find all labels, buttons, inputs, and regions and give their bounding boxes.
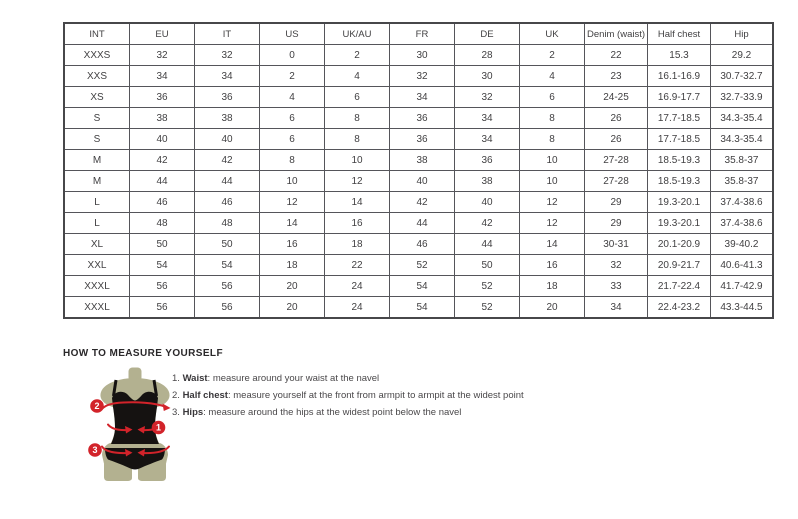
size-cell: 18.5-19.3	[648, 150, 711, 171]
size-cell: 35.8-37	[711, 150, 774, 171]
size-cell: 32	[455, 87, 520, 108]
size-cell: 50	[455, 255, 520, 276]
size-cell: 4	[520, 66, 585, 87]
marker-waist	[152, 421, 166, 435]
mannequin-illustration	[85, 367, 185, 485]
size-cell: 36	[130, 87, 195, 108]
size-cell: 30.7-32.7	[711, 66, 774, 87]
size-cell: 26	[585, 108, 648, 129]
size-cell: 46	[390, 234, 455, 255]
size-cell: 56	[195, 297, 260, 319]
step-label: Waist	[182, 373, 208, 384]
size-cell: XXXL	[64, 276, 130, 297]
step-number: 3.	[172, 407, 183, 418]
size-cell: 52	[455, 297, 520, 319]
size-cell: 32	[585, 255, 648, 276]
marker-half-chest-number: 2	[94, 401, 100, 412]
size-cell: 32.7-33.9	[711, 87, 774, 108]
size-cell: L	[64, 213, 130, 234]
size-row	[64, 66, 773, 87]
size-row	[64, 255, 773, 276]
size-cell: 16.9-17.7	[648, 87, 711, 108]
size-cell: 40	[455, 192, 520, 213]
size-cell: 56	[130, 297, 195, 319]
size-cell: 8	[325, 108, 390, 129]
size-row	[64, 213, 773, 234]
size-cell: 18	[520, 276, 585, 297]
size-cell: 40	[390, 171, 455, 192]
size-cell: 2	[260, 66, 325, 87]
column-header: Denim (waist)	[585, 23, 648, 45]
size-cell: 6	[325, 87, 390, 108]
size-cell: 46	[130, 192, 195, 213]
size-cell: 50	[130, 234, 195, 255]
column-header: INT	[64, 23, 130, 45]
size-cell: XL	[64, 234, 130, 255]
size-cell: 16	[520, 255, 585, 276]
size-row	[64, 150, 773, 171]
size-cell: 52	[455, 276, 520, 297]
size-cell: 54	[390, 297, 455, 319]
size-cell: 17.7-18.5	[648, 108, 711, 129]
size-cell: 42	[455, 213, 520, 234]
size-cell: 38	[195, 108, 260, 129]
column-header: US	[260, 23, 325, 45]
size-cell: 40	[195, 129, 260, 150]
size-cell: 19.3-20.1	[648, 192, 711, 213]
size-cell: 54	[390, 276, 455, 297]
column-header: Half chest	[648, 23, 711, 45]
size-row	[64, 87, 773, 108]
measure-steps	[172, 370, 524, 421]
size-cell: 2	[325, 45, 390, 66]
size-cell: 15.3	[648, 45, 711, 66]
size-cell: 22.4-23.2	[648, 297, 711, 319]
size-cell: 48	[130, 213, 195, 234]
size-cell: 12	[520, 213, 585, 234]
size-cell: 16	[260, 234, 325, 255]
size-row	[64, 297, 773, 319]
step-text: : measure around the hips at the widest point below the navel	[203, 407, 462, 418]
size-cell: 44	[195, 171, 260, 192]
size-cell: 34	[455, 129, 520, 150]
size-cell: 23	[585, 66, 648, 87]
size-cell: 24	[325, 276, 390, 297]
size-cell: 43.3-44.5	[711, 297, 774, 319]
size-cell: 40	[130, 129, 195, 150]
column-header: FR	[390, 23, 455, 45]
size-cell: 20.9-21.7	[648, 255, 711, 276]
size-cell: 52	[390, 255, 455, 276]
size-cell: 6	[520, 87, 585, 108]
size-cell: 33	[585, 276, 648, 297]
size-cell: 16.1-16.9	[648, 66, 711, 87]
size-cell: 54	[130, 255, 195, 276]
size-cell: 36	[390, 129, 455, 150]
size-cell: XXS	[64, 66, 130, 87]
size-cell: 8	[325, 129, 390, 150]
size-cell: M	[64, 150, 130, 171]
size-cell: 34	[455, 108, 520, 129]
measure-step	[172, 404, 524, 421]
size-cell: 32	[390, 66, 455, 87]
size-cell: 34.3-35.4	[711, 129, 774, 150]
size-cell: S	[64, 108, 130, 129]
size-cell: XXXS	[64, 45, 130, 66]
size-cell: 14	[325, 192, 390, 213]
size-cell: 10	[520, 150, 585, 171]
size-cell: 14	[260, 213, 325, 234]
size-cell: 0	[260, 45, 325, 66]
size-cell: 10	[520, 171, 585, 192]
size-cell: XXXL	[64, 297, 130, 319]
size-cell: 32	[130, 45, 195, 66]
size-cell: 34	[585, 297, 648, 319]
size-cell: 19.3-20.1	[648, 213, 711, 234]
size-cell: 35.8-37	[711, 171, 774, 192]
size-cell: 36	[390, 108, 455, 129]
size-cell: 32	[195, 45, 260, 66]
size-cell: 4	[260, 87, 325, 108]
size-cell: 38	[390, 150, 455, 171]
size-cell: 16	[325, 213, 390, 234]
size-cell: 40.6-41.3	[711, 255, 774, 276]
size-cell: 44	[455, 234, 520, 255]
size-cell: 8	[520, 108, 585, 129]
size-cell: 48	[195, 213, 260, 234]
measure-step	[172, 370, 524, 387]
size-cell: S	[64, 129, 130, 150]
size-cell: 56	[195, 276, 260, 297]
size-cell: 28	[455, 45, 520, 66]
size-row	[64, 108, 773, 129]
size-row	[64, 192, 773, 213]
size-cell: 41.7-42.9	[711, 276, 774, 297]
column-header: Hip	[711, 23, 774, 45]
size-cell: 38	[455, 171, 520, 192]
column-header: EU	[130, 23, 195, 45]
column-header: DE	[455, 23, 520, 45]
size-cell: 21.7-22.4	[648, 276, 711, 297]
size-cell: 34	[390, 87, 455, 108]
size-cell: 29	[585, 213, 648, 234]
size-chart-header-row	[64, 23, 773, 45]
size-cell: 10	[260, 171, 325, 192]
size-row	[64, 129, 773, 150]
size-cell: 26	[585, 129, 648, 150]
marker-hips	[88, 443, 102, 457]
size-cell: 39-40.2	[711, 234, 774, 255]
size-cell: 22	[585, 45, 648, 66]
step-number: 2.	[172, 390, 183, 401]
size-cell: 27-28	[585, 171, 648, 192]
size-cell: 42	[130, 150, 195, 171]
size-cell: 50	[195, 234, 260, 255]
size-row	[64, 234, 773, 255]
size-cell: M	[64, 171, 130, 192]
size-cell: 30-31	[585, 234, 648, 255]
size-cell: 17.7-18.5	[648, 129, 711, 150]
size-cell: XXL	[64, 255, 130, 276]
size-cell: 24	[325, 297, 390, 319]
size-cell: 37.4-38.6	[711, 192, 774, 213]
size-cell: 46	[195, 192, 260, 213]
size-cell: 14	[520, 234, 585, 255]
size-cell: 6	[260, 129, 325, 150]
size-cell: 37.4-38.6	[711, 213, 774, 234]
size-cell: 54	[195, 255, 260, 276]
column-header: UK	[520, 23, 585, 45]
size-row	[64, 45, 773, 66]
size-cell: 8	[260, 150, 325, 171]
size-cell: 30	[390, 45, 455, 66]
size-row	[64, 171, 773, 192]
measure-heading: HOW TO MEASURE YOURSELF	[63, 348, 223, 359]
size-cell: 20.1-20.9	[648, 234, 711, 255]
size-cell: 27-28	[585, 150, 648, 171]
marker-half-chest	[90, 399, 104, 413]
size-cell: 42	[195, 150, 260, 171]
size-cell: 10	[325, 150, 390, 171]
size-cell: 12	[325, 171, 390, 192]
size-cell: 29	[585, 192, 648, 213]
size-cell: 36	[455, 150, 520, 171]
marker-hips-number: 3	[92, 445, 98, 456]
size-cell: 22	[325, 255, 390, 276]
size-cell: 34	[130, 66, 195, 87]
size-cell: 30	[455, 66, 520, 87]
size-cell: 18	[260, 255, 325, 276]
size-cell: 20	[520, 297, 585, 319]
marker-waist-number: 1	[155, 422, 162, 433]
step-text: : measure around your waist at the navel	[207, 373, 380, 384]
size-cell: 29.2	[711, 45, 774, 66]
size-cell: 4	[325, 66, 390, 87]
size-chart-body	[64, 45, 773, 319]
size-cell: 2	[520, 45, 585, 66]
measurement-figure	[85, 367, 185, 485]
step-text: : measure yourself at the front from armpit to armpit at the widest point	[227, 390, 524, 401]
size-chart-table	[63, 22, 774, 319]
size-cell: 18.5-19.3	[648, 171, 711, 192]
size-cell: 8	[520, 129, 585, 150]
size-cell: 36	[195, 87, 260, 108]
step-label: Hips	[182, 407, 204, 418]
column-header: UK/AU	[325, 23, 390, 45]
size-cell: 44	[130, 171, 195, 192]
size-cell: 24-25	[585, 87, 648, 108]
size-cell: 6	[260, 108, 325, 129]
size-cell: 38	[130, 108, 195, 129]
size-cell: 12	[520, 192, 585, 213]
size-cell: XS	[64, 87, 130, 108]
size-cell: 18	[325, 234, 390, 255]
size-cell: 20	[260, 297, 325, 319]
size-cell: L	[64, 192, 130, 213]
measure-step	[172, 387, 524, 404]
size-cell: 34.3-35.4	[711, 108, 774, 129]
size-cell: 56	[130, 276, 195, 297]
column-header: IT	[195, 23, 260, 45]
size-cell: 12	[260, 192, 325, 213]
size-cell: 20	[260, 276, 325, 297]
step-number: 1.	[172, 373, 183, 384]
size-row	[64, 276, 773, 297]
size-cell: 42	[390, 192, 455, 213]
size-cell: 34	[195, 66, 260, 87]
size-cell: 44	[390, 213, 455, 234]
step-label: Half chest	[182, 390, 228, 401]
